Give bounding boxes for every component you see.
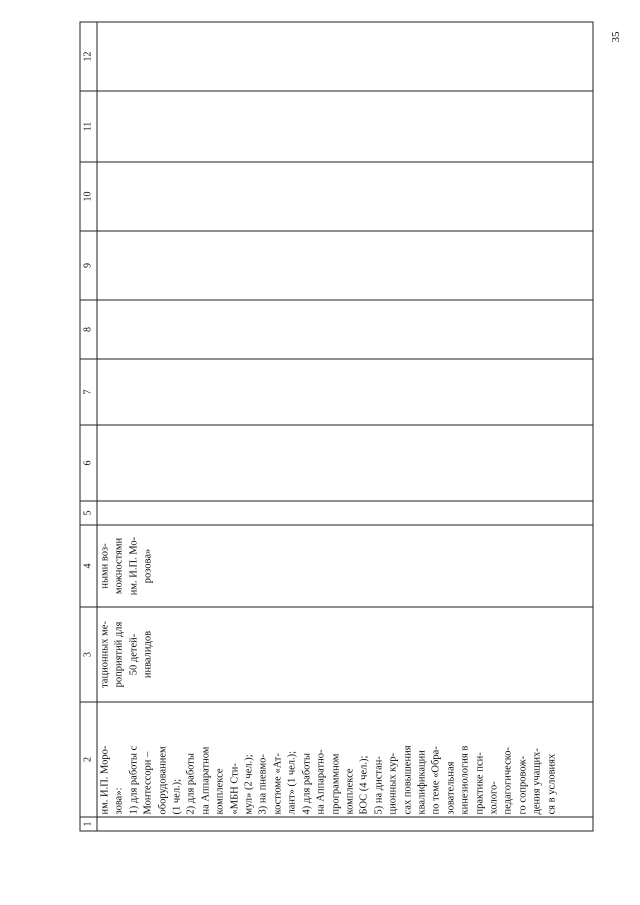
cell-col11 (97, 91, 593, 162)
column-header-8: 8 (80, 300, 97, 359)
cell-line: 3) на пневмо- (257, 753, 269, 814)
column-header-5: 5 (80, 501, 97, 525)
cell-line: можностями (113, 537, 125, 594)
cell-line: педагогическо- (502, 746, 514, 814)
cell-line: инвалидов (142, 630, 154, 678)
cell-line: Монтессори – (142, 751, 154, 814)
cell-col5 (97, 501, 593, 525)
column-header-3: 3 (80, 607, 97, 702)
cell-line: роприятий для (113, 621, 125, 687)
cell-line: комплексе (214, 767, 226, 814)
cell-line: на Аппаратно- (315, 749, 327, 814)
cell-line: ся в условиях (545, 753, 557, 814)
cell-line: квалификации (415, 749, 427, 814)
cell-line: «МБН Сти- (228, 762, 240, 814)
cell-line: 1) для работы с (127, 745, 139, 814)
cell-col7 (97, 359, 593, 425)
cell-col2 (97, 702, 593, 817)
column-header-7: 7 (80, 359, 97, 425)
cell-line: мул» (2 чел.); (243, 753, 255, 814)
cell-line: кинезиология в (459, 745, 471, 814)
cell-line: на Аппаратном (199, 746, 211, 814)
column-header-2: 2 (80, 702, 97, 817)
data-table (79, 21, 593, 831)
cell-line: костюме «Ат- (271, 752, 283, 814)
header-row (80, 22, 97, 831)
cell-line: зова»: (113, 787, 125, 814)
cell-line: 2) для работы (185, 752, 197, 814)
column-header-6: 6 (80, 425, 97, 501)
cell-line: им. И.П. Мо- (127, 536, 139, 595)
cell-line: практике пси- (473, 751, 485, 814)
cell-line: 4) для работы (300, 752, 312, 814)
table-row (97, 22, 593, 831)
cell-line: комплексе (343, 767, 355, 814)
rotated-table-wrapper (79, 22, 593, 831)
cell-line: БОС (4 чел.); (358, 755, 370, 814)
column-header-9: 9 (80, 231, 97, 300)
column-header-12: 12 (80, 22, 97, 91)
cell-col12 (97, 22, 593, 91)
cell-line: по теме «Обра- (430, 745, 442, 814)
cell-line: оборудованием (156, 745, 168, 814)
cell-line: холого- (487, 780, 499, 814)
column-header-10: 10 (80, 162, 97, 231)
cell-col10 (97, 162, 593, 231)
page-number: 35 (610, 31, 622, 43)
cell-line: программном (329, 753, 341, 814)
cell-line: го сопровож- (516, 755, 528, 814)
cell-col1 (97, 817, 593, 831)
cell-col8 (97, 300, 593, 359)
cell-line: тационных ме- (99, 620, 110, 688)
column-header-1: 1 (80, 817, 97, 831)
cell-line: дения учащих- (531, 747, 543, 814)
cell-line: (1 чел.); (171, 778, 183, 814)
cell-line: ными воз- (99, 542, 110, 589)
cell-line: лант» (1 чел.); (286, 750, 298, 814)
cell-line: зовательная (444, 761, 456, 814)
cell-line: ционных кур- (387, 752, 399, 814)
cell-line: им. И.П. Моро- (99, 745, 110, 814)
cell-col6 (97, 425, 593, 501)
column-header-11: 11 (80, 91, 97, 162)
cell-col9 (97, 231, 593, 300)
cell-line: 50 детей- (127, 633, 139, 675)
column-header-4: 4 (80, 525, 97, 607)
cell-line: сах повышения (401, 744, 413, 814)
cell-col3 (97, 607, 593, 702)
cell-line: 5) на дистан- (372, 755, 384, 814)
cell-col4 (97, 525, 593, 607)
cell-line: розова» (142, 548, 154, 583)
table-container (79, 22, 593, 831)
